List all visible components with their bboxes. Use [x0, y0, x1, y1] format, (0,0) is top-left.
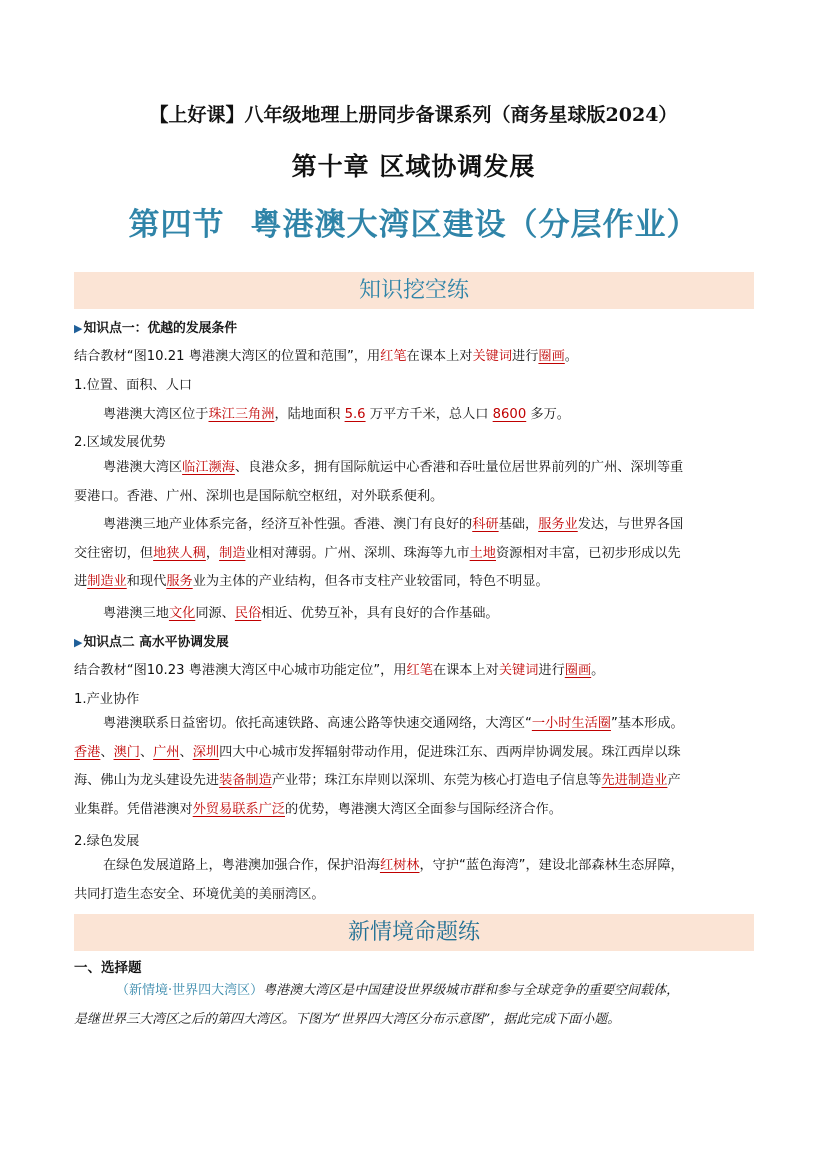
section-band-new-context: 新情境命题练: [74, 914, 754, 951]
instr-text: 。: [591, 663, 605, 678]
kp1-subheading-1: 1.位置、面积、人口: [74, 378, 193, 393]
para-text: 同源、: [195, 606, 235, 621]
section-title: [0, 199, 827, 244]
knowledge-point-1-title: 知识点一：优越的发展条件: [83, 321, 238, 336]
fill-blank-answer: 服务: [166, 574, 193, 589]
question-scenario: [74, 976, 764, 1034]
para-text: 发达，与世界各国: [577, 517, 684, 532]
para-text: 业为主体的产业结构，但各市支柱产业较雷同，特色不明显。: [192, 574, 549, 589]
fill-blank-answer: 制造: [219, 545, 246, 561]
red-pen-keyword: 红笔: [380, 349, 407, 364]
chapter-title: 第十章 区域协调发展: [291, 152, 536, 181]
fill-blank-answer: 土地: [469, 545, 496, 561]
para-text: 万平方千米，总人口: [369, 407, 489, 422]
para-text: 产: [667, 773, 681, 788]
para-text: 业集群。凭借港澳对: [74, 801, 193, 817]
kp1-para-location: [74, 403, 764, 422]
circle-keyword: 圈画: [564, 663, 592, 678]
instr-text: 在课本上对: [432, 663, 499, 678]
section-band-knowledge: 知识挖空练: [74, 272, 754, 309]
kp2-para-cooperation: [74, 710, 764, 824]
para-text: 多万。: [530, 407, 570, 422]
instr-text: 结合教材“图10.21 粤港澳大湾区的位置和范围”，用: [74, 349, 381, 364]
fill-blank-answer: 香港: [74, 744, 101, 760]
fill-blank-answer: 制造业: [87, 574, 127, 589]
fill-blank-answer: 5.6: [344, 407, 366, 422]
para-text: ，陆地面积: [274, 407, 341, 422]
para-text: ，守护“蓝色海湾”，建设北部森林生态屏障，: [419, 858, 684, 873]
para-text: 粤港澳大湾区位于: [103, 407, 209, 422]
kp2-subheading-2: 2.绿色发展: [74, 834, 140, 849]
fill-blank-answer: 民俗: [234, 606, 262, 621]
para-text: 基础，: [498, 517, 539, 532]
fill-blank-answer: 广州: [153, 744, 180, 760]
para-text: 海、佛山为龙头建设先进: [74, 773, 220, 788]
fill-blank-answer: 外贸易联系广泛: [192, 801, 285, 817]
para-text: 交往密切，但: [74, 545, 154, 561]
instr-text: 结合教材“图10.23 粤港澳大湾区中心城市功能定位”，用: [74, 663, 407, 678]
para-text: 粤港澳联系日益密切。依托高速铁路、高速公路等快速交通网络，大湾区“: [103, 716, 532, 731]
fill-blank-answer: 澳门: [113, 744, 140, 760]
para-text: 业相对薄弱。广州、深圳、珠海等九市: [245, 545, 470, 561]
keyword-highlight: 关键词: [498, 663, 539, 678]
instr-text: 进行: [512, 349, 539, 364]
para-text: 进: [74, 574, 88, 589]
triangle-right-icon: ▶: [74, 322, 83, 335]
knowledge-point-2-heading: [74, 631, 764, 650]
kp2-para-green: [74, 852, 764, 909]
para-text: 、: [100, 744, 114, 760]
para-text: ”基本形成。: [610, 716, 684, 731]
instr-text: 在课本上对: [406, 349, 473, 364]
triangle-right-icon: ▶: [74, 636, 83, 649]
kp1-subheading-2: 2.区域发展优势: [74, 435, 166, 450]
question-heading: 一、选择题: [74, 960, 142, 976]
fill-blank-answer: 临江濒海: [182, 460, 235, 475]
instr-text: 。: [564, 349, 578, 364]
red-pen-keyword: 红笔: [406, 663, 433, 678]
fill-blank-answer: 先进制造业: [601, 773, 668, 788]
fill-blank-answer: 科研: [472, 517, 499, 532]
knowledge-point-2-title: 知识点二 高水平协调发展: [83, 635, 229, 650]
fill-blank-answer: 红树林: [379, 858, 420, 873]
para-text: ，: [205, 545, 220, 561]
para-text: 产业带；珠江东岸则以深圳、东莞为核心打造电子信息等: [271, 773, 602, 788]
fill-blank-answer: 一小时生活圈: [531, 716, 611, 731]
para-text: 和现代: [126, 574, 167, 589]
para-text: 、: [179, 744, 193, 760]
para-text: 、良港众多，拥有国际航运中心香港和吞吐量位居世界前列的广州、深圳等重: [234, 460, 684, 475]
para-text: 粤港澳大湾区: [103, 460, 183, 475]
section-name: 粤港澳大湾区建设（分层作业）: [250, 207, 699, 243]
kp2-subheading-1: 1.产业协作: [74, 692, 140, 707]
fill-blank-answer: 8600: [492, 407, 527, 422]
fill-blank-answer: 服务业: [538, 517, 578, 532]
kp1-para-culture: [74, 602, 764, 621]
series-title: 【上好课】八年级地理上册同步备课系列（商务星球版2024）: [149, 104, 678, 126]
para-text: 要港口。香港、广州、深圳也是国际航空枢纽，对外联系便利。: [74, 488, 444, 504]
kp2-instruction: [74, 659, 764, 678]
scenario-tag: （新情境·世界四大湾区）: [116, 983, 264, 998]
keyword-highlight: 关键词: [472, 349, 513, 364]
para-text: 四大中心城市发挥辐射带动作用，促进珠江东、西两岸协调发展。珠江西岸以珠: [219, 744, 681, 760]
instr-text: 进行: [538, 663, 565, 678]
para-text: 共同打造生态安全、环境优美的美丽湾区。: [74, 886, 325, 902]
scenario-text: 是继世界三大湾区之后的第四大湾区。下图为“世界四大湾区分布示意图”，据此完成下面小题。: [74, 1012, 621, 1027]
para-text: 资源相对丰富，已初步形成以先: [496, 545, 681, 561]
knowledge-point-1-heading: [74, 317, 764, 336]
fill-blank-answer: 珠江三角洲: [208, 407, 275, 422]
section-number: 第四节: [128, 207, 225, 243]
para-text: 粤港澳三地产业体系完备，经济互补性强。香港、澳门有良好的: [103, 517, 473, 532]
para-text: 相近、优势互补，具有良好的合作基础。: [261, 606, 499, 621]
kp1-instruction: [74, 345, 764, 364]
fill-blank-answer: 地狭人稠: [153, 545, 206, 561]
para-text: 粤港澳三地: [103, 606, 169, 621]
para-text: 在绿色发展道路上，粤港澳加强合作，保护沿海: [103, 858, 380, 873]
fill-blank-answer: 文化: [168, 606, 196, 621]
kp1-para-ports: [74, 454, 764, 511]
para-text: 、: [139, 744, 154, 760]
para-text: 的优势，粤港澳大湾区全面参与国际经济合作。: [285, 801, 562, 817]
fill-blank-answer: 装备制造: [219, 773, 272, 788]
fill-blank-answer: 深圳: [192, 744, 220, 760]
kp1-para-industry: [74, 511, 764, 597]
scenario-text: 粤港澳大湾区是中国建设世界级城市群和参与全球竞争的重要空间载体，: [263, 983, 680, 998]
circle-keyword: 圈画: [538, 349, 565, 364]
